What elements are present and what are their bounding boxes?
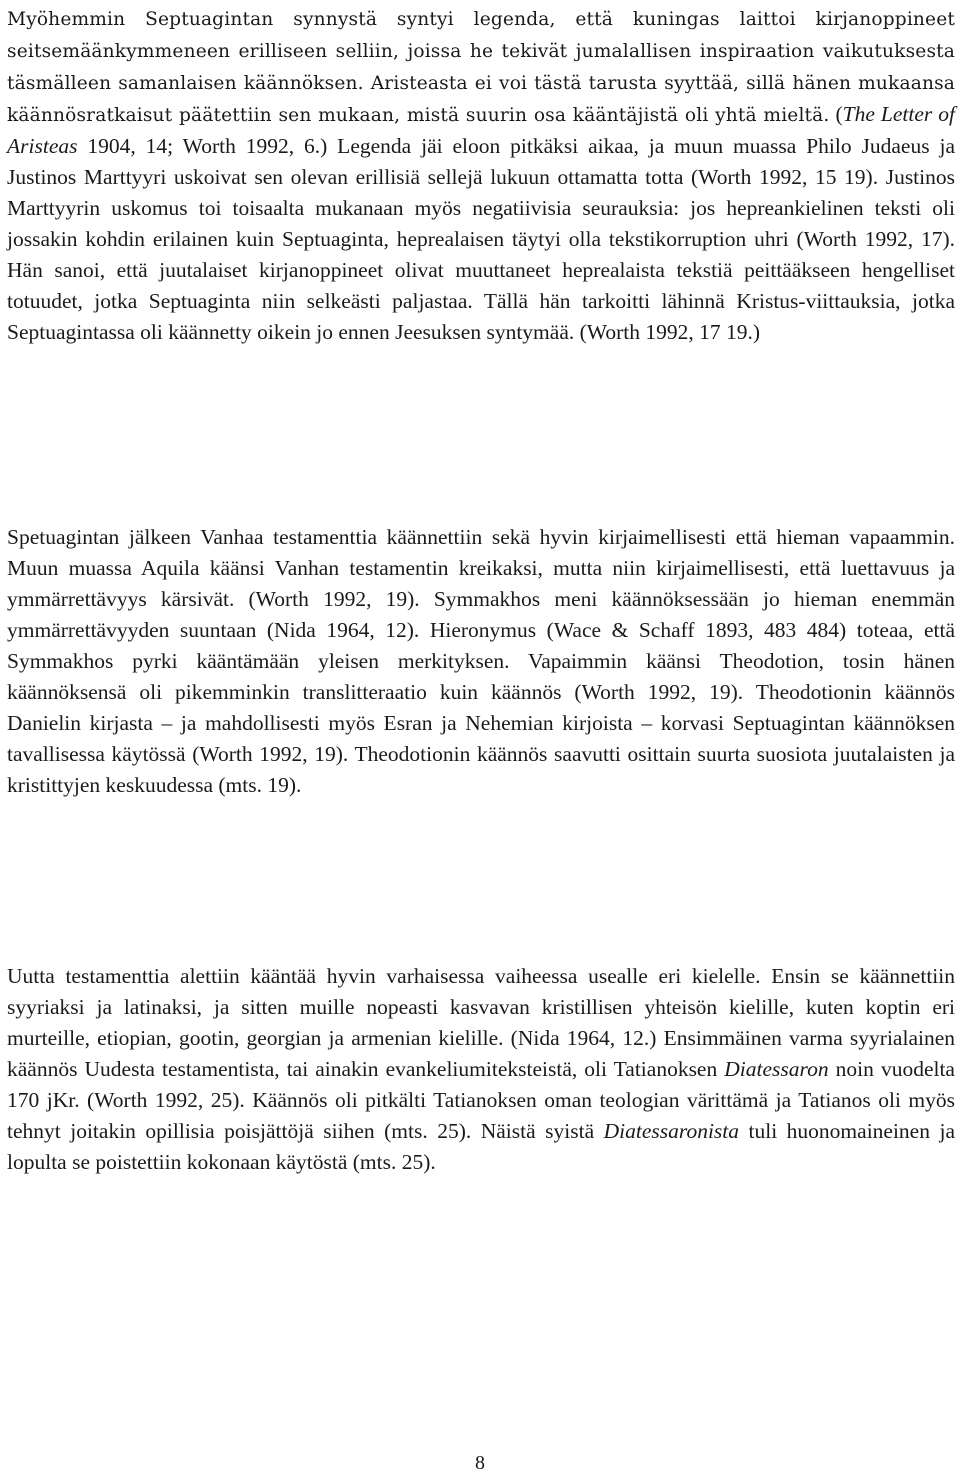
paragraph-new-testament-translations bbox=[7, 961, 955, 1178]
paragraph-text: noin vuodelta 170 jKr. (Worth 1992, 25). Käännös oli pitkälti Tatianoksen oman teologian värittämä ja Tatianos oli myös tehnyt joitakin opillisia poisjättöjä siihen (mts. 25). Näistä syistä bbox=[7, 1057, 955, 1143]
paragraph-text: Myöhemmin Septuagintan synnystä syntyi legenda, että kuningas laittoi kirjanoppineet seitsemäänkymmeneen erilliseen selliin, joissa he tekivät jumalallisen inspiraation vaikutuksesta täsmälleen samanlaisen käännöksen. Aristeasta ei voi tästä tarusta syyttää, sillä hänen mukaansa käännösratkaisut päätettiin sen mukaan, mistä suurin osa kääntäjistä oli yhtä mieltä. bbox=[7, 9, 955, 126]
book-title: Diatessaron bbox=[724, 1057, 829, 1081]
paragraph-septuagint-legend bbox=[7, 3, 955, 348]
paragraph-text: ( bbox=[829, 102, 843, 126]
paragraph-old-testament-translations bbox=[7, 522, 955, 801]
page-number: 8 bbox=[475, 1452, 485, 1474]
paragraph-text: Uutta testamenttia alettiin kääntää hyvin varhaisessa vaiheessa usealle eri kielelle. Ensin se käännettiin syyriaksi ja latinaksi, ja sitten muille nopeasti kasvavan kristillisen yhteisön kielille, kuten koptin eri murteille, etiopian, gootin, georgian ja armenian kielille. (Nida 1964, 12.) Ensimmäinen varma syyrialainen käännös Uudesta testamentista, tai ainakin evankeliumiteksteistä, oli Tatianoksen bbox=[7, 964, 955, 1081]
book-title: The Letter of Aristeas bbox=[7, 102, 955, 158]
paragraph-text: tuli huonomaineinen ja lopulta se poistettiin kokonaan käytöstä (mts. 25). bbox=[7, 1119, 955, 1174]
book-title: Diatessaronista bbox=[603, 1119, 740, 1143]
paragraph-text: Spetuagintan jälkeen Vanhaa testamenttia käännettiin sekä hyvin kirjaimellisesti että hieman vapaammin. Muun muassa Aquila käänsi Vanhan testamentin kreikaksi, mutta niin kirjaimellisesti, että luettavuus ja ymmärrettävyys kärsivät. (Worth 1992, 19). Symmakhos meni käännöksessään jo hieman enemmän ymmärrettävyyden suuntaan (Nida 1964, 12). Hieronymus (Wace & Schaff 1893, 483 484) toteaa, että Symmakhos pyrki kääntämään yleisen merkityksen. Vapaimmin käänsi Theodotion, tosin hänen käännöksensä oli pikemminkin translitteraatio kuin käännös (Worth 1992, 19). Theodotionin käännös Danielin kirjasta – ja mahdollisesti myös Esran ja Nehemian kirjoista – korvasi Septuagintan käännöksen tavallisessa käytössä (Worth 1992, 19). Theodotionin käännös saavutti osittain suurta suosiota juutalaisten ja kristittyjen keskuudessa (mts. 19). bbox=[7, 525, 955, 797]
paragraph-text: 1904, 14; Worth 1992, 6.) Legenda jäi eloon pitkäksi aikaa, ja muun muassa Philo Judaeus ja Justinos Marttyyri uskoivat sen olevan erillisiä sellejä lukuun ottamatta totta (Worth 1992, 15 19). Justinos Marttyyrin uskomus toi toisaalta mukanaan myös negatiivisia seurauksia: jos hepreankielinen teksti oli jossakin kohdin erilainen kuin Septuaginta, heprealaisen täytyi olla tekstikorruption uhri (Worth 1992, 17). Hän sanoi, että juutalaiset kirjanoppineet olivat muuttaneet heprealaista tekstiä peittääkseen hengelliset totuudet, jotka Septuaginta niin selkeästi paljastaa. Tällä hän tarkoitti lähinnä Kristus-viittauksia, jotka Septuagintassa oli käännetty oikein jo ennen Jeesuksen syntymää. (Worth 1992, 17 19.) bbox=[7, 134, 955, 344]
